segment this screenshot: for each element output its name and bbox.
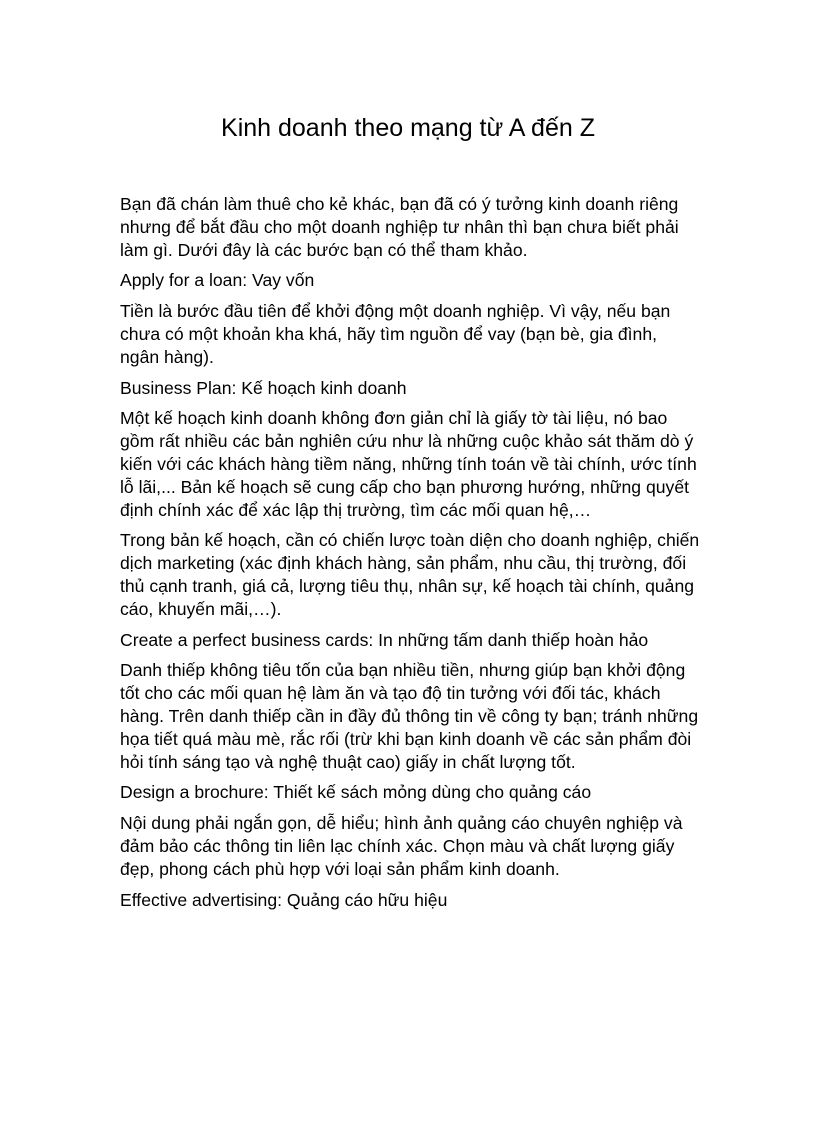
document-body: [120, 193, 700, 919]
business-plan-paragraph-2: Trong bản kế hoạch, cần có chiến lược toàn diện cho doanh nghiệp, chiến dịch marketing (xác định khách hàng, sản phẩm, nhu cầu, thị trường, đối thủ cạnh tranh, giá cả, lượng tiêu thụ, nhân sự, kế hoạch tài chính, quảng cáo, khuyến mãi,…).: [120, 530, 700, 619]
business-plan-paragraph-1: Một kế hoạch kinh doanh không đơn giản chỉ là giấy tờ tài liệu, nó bao gồm rất nhiều các bản nghiên cứu như là những cuộc khảo sát thăm dò ý kiến với các khách hàng tiềm năng, những tính toán về tài chính, ước tính lỗ lãi,... Bản kế hoạch sẽ cung cấp cho bạn phương hướng, những quyết định chính xác để xác lập thị trường, tìm các mối quan hệ,…: [120, 408, 697, 520]
section-heading-brochure: Design a brochure: Thiết kế sách mỏng dùng cho quảng cáo: [120, 782, 592, 803]
section-heading-business-plan: Business Plan: Kế hoạch kinh doanh: [120, 377, 407, 398]
section-heading-loan: Apply for a loan: Vay vốn: [120, 270, 315, 291]
section-heading-business-cards: Create a perfect business cards: In những tấm danh thiếp hoàn hảo: [120, 629, 649, 650]
intro-paragraph: Bạn đã chán làm thuê cho kẻ khác, bạn đã có ý tưởng kinh doanh riêng nhưng để bắt đầu cho một doanh nghiệp tư nhân thì bạn chưa biết phải làm gì. Dưới đây là các bước bạn có thể tham khảo.: [120, 194, 679, 260]
section-heading-advertising: Effective advertising: Quảng cáo hữu hiệu: [120, 889, 448, 910]
document-title: Kinh doanh theo mạng từ A đến Z: [221, 114, 595, 142]
loan-paragraph: Tiền là bước đầu tiên để khởi động một doanh nghiệp. Vì vậy, nếu bạn chưa có một khoản kha khá, hãy tìm nguồn để vay (bạn bè, gia đình, ngân hàng).: [120, 301, 671, 367]
business-cards-paragraph: Danh thiếp không tiêu tốn của bạn nhiều tiền, nhưng giúp bạn khởi động tốt cho các mối quan hệ làm ăn và tạo độ tin tưởng với đối tác, khách hàng. Trên danh thiếp cần in đầy đủ thông tin về công ty bạn; tránh những họa tiết quá màu mè, rắc rối (trừ khi bạn kinh doanh về các sản phẩm đòi hỏi tính sáng tạo và nghệ thuật cao) giấy in chất lượng tốt.: [120, 660, 699, 772]
brochure-paragraph: Nội dung phải ngắn gọn, dễ hiểu; hình ảnh quảng cáo chuyên nghiệp và đảm bảo các thông tin liên lạc chính xác. Chọn màu và chất lượng giấy đẹp, phong cách phù hợp với loại sản phẩm kinh doanh.: [120, 813, 683, 879]
